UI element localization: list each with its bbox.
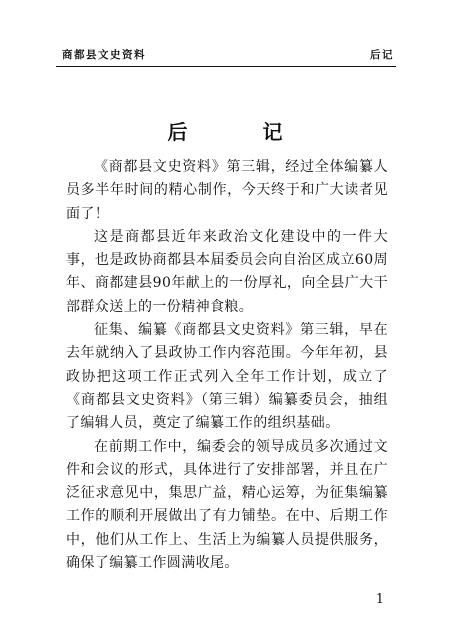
paragraph: 在前期工作中，编委会的领导成员多次通过文件和会议的形式，具体进行了安排部署，并且在广泛征求意见中，集思广益，精心运筹，为征集编纂工作的顺利开展做出了有力铺垫。在中、后期工作中，他们从工作上、生活上为编纂人员提供服务，确保了编纂工作圆满收尾。 [66, 438, 388, 572]
paragraph: 征集、编纂《商都县文史资料》第三辑，早在去年就纳入了县政协工作内容范围。今年年初，县政协把这项工作正式列入全年工作计划，成立了《商都县文史资料》（第三辑）编纂委员会，抽组了编辑人员，奠定了编纂工作的组织基础。 [66, 322, 388, 432]
paragraph: 这是商都县近年来政治文化建设中的一件大事，也是政协商都县本届委员会向自治区成立60周年、商都建县90年献上的一份厚礼，向全县广大干部群众送上的一份精神食粮。 [66, 228, 388, 315]
body-text [66, 156, 388, 575]
header-book-title: 商都县文史资料 [62, 49, 146, 61]
header-section-title: 后记 [370, 49, 394, 61]
page-number: 1 [375, 592, 384, 607]
header-rule [56, 66, 396, 67]
page-title: 后 记 [167, 120, 317, 144]
running-header [62, 47, 394, 67]
paragraph: 《商都县文史资料》第三辑，经过全体编纂人员多半年时间的精心制作，今天终于和广大读者见面了！ [66, 159, 388, 222]
